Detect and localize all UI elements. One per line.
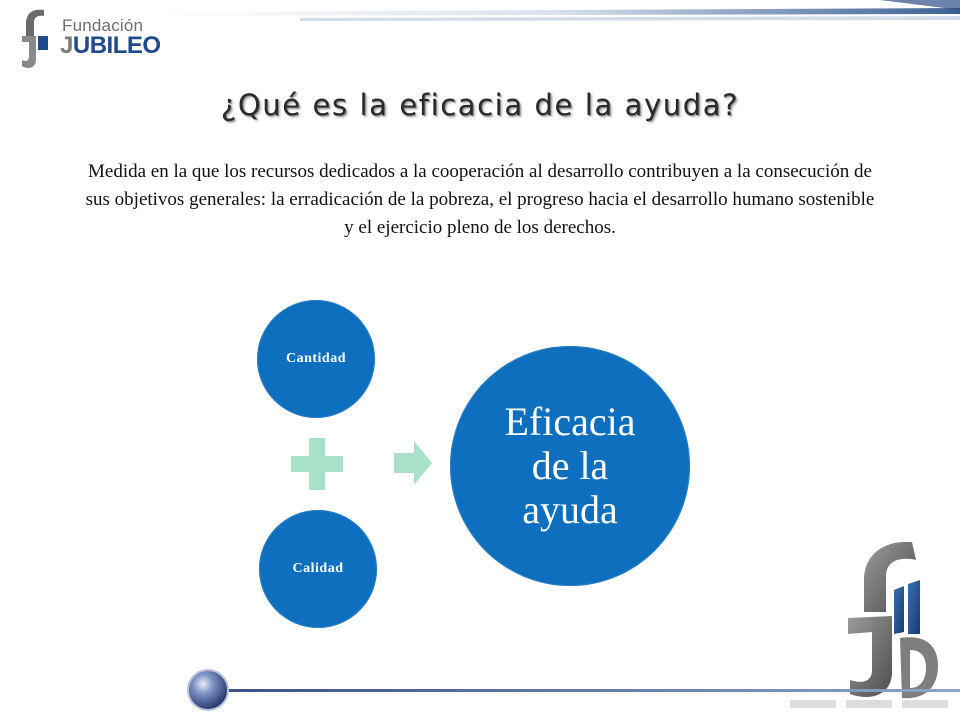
eficacia-line-1: Eficacia	[504, 399, 636, 444]
footer-orb-icon	[186, 668, 230, 712]
eficacia-label	[505, 400, 636, 532]
calidad-circle	[259, 510, 377, 628]
eficacia-result-circle	[450, 346, 690, 586]
plus-icon	[291, 438, 343, 490]
footer-line	[220, 688, 960, 694]
logo-text-jubileo	[60, 32, 161, 60]
eficacia-line-3: ayuda	[522, 487, 618, 532]
logo-name-rest: UBILEO	[72, 32, 161, 59]
calidad-label: Calidad	[292, 561, 344, 576]
right-arrow-icon	[394, 441, 432, 485]
cantidad-label: Cantidad	[285, 351, 347, 366]
logo-initial: J	[60, 32, 73, 59]
slide-title: ¿Qué es la eficacia de la ayuda?	[220, 88, 740, 122]
jubileo-large-logo-icon	[842, 542, 940, 702]
jubileo-logo-icon	[14, 6, 54, 72]
logo-text-fundacion: Fundación	[62, 16, 144, 35]
definition-text: Medida en la que los recursos dedicados a la cooperación al desarrollo contribuyen a la consecución de sus objetivos generales: la erradicación de la pobreza, el progreso hacia el desarrollo humano sostenible y el ejercicio pleno de los derechos.	[85, 161, 875, 238]
eficacia-line-2: de la	[531, 443, 609, 488]
cantidad-circle	[257, 300, 375, 418]
footer-tabs-decoration	[790, 700, 950, 710]
